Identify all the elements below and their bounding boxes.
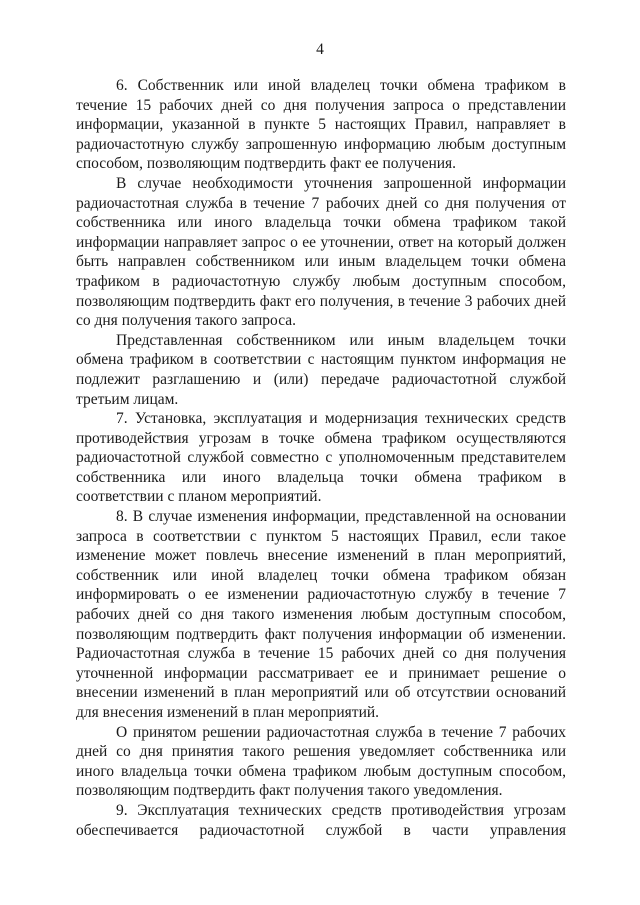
paragraph-8: 8. В случае изменения информации, представленной на основании запроса в соответствии с пунктом 5 настоящих Правил, если такое изменение может повлечь внесение изменений в план мероприятий, собственник или иной владелец точки обмена трафиком обязан информировать о ее изменении радиочастотную службу в течение 7 рабочих дней со дня такого изменения любым доступным способом, позволяющим подтвердить факт получения информации об изменении. Радиочастотная служба в течение 15 рабочих дней со дня получения уточненной информации рассматривает ее и принимает решение о внесении изменений в план мероприятий или об отсутствии оснований для внесения изменений в план мероприятий. (76, 508, 566, 721)
page-number: 4 (316, 41, 324, 58)
document-body (76, 76, 566, 840)
paragraph-7: 7. Установка, эксплуатация и модернизация технических средств противодействия угрозам в точке обмена трафиком осуществляются радиочастотной службой совместно с уполномоченным представителем собственника или иного владельца точки обмена трафиком в соответствии с планом мероприятий. (76, 410, 566, 506)
paragraph-8-decision: О принятом решении радиочастотная служба в течение 7 рабочих дней со дня принятия такого решения уведомляет собственника или иного владельца точки обмена трафиком любым доступным способом, позволяющим подтвердить факт получения такого уведомления. (76, 723, 566, 800)
paragraph-9: 9. Эксплуатация технических средств противодействия угрозам обеспечивается радиочастотной службой в части управления (76, 801, 566, 839)
paragraph-6-clarification: В случае необходимости уточнения запрошенной информации радиочастотная служба в течение 7 рабочих дней со дня получения от собственника или иного владельца точки обмена трафиком такой информации направляет запрос о ее уточнении, ответ на который должен быть направлен собственником или иным владельцем точки обмена трафиком в радиочастотную службу любым доступным способом, позволяющим подтвердить факт его получения, в течение 3 рабочих дней со дня получения такого запроса. (76, 174, 566, 330)
paragraph-6-confidentiality: Представленная собственником или иным владельцем точки обмена трафиком в соответствии с настоящим пунктом информация не подлежит разглашению и (или) передаче радиочастотной службой третьим лицам. (76, 331, 566, 408)
paragraph-6: 6. Собственник или иной владелец точки обмена трафиком в течение 15 рабочих дней со дня получения запроса о представлении информации, указанной в пункте 5 настоящих Правил, направляет в радиочастотную службу запрошенную информацию любым доступным способом, позволяющим подтвердить факт ее получения. (76, 77, 566, 173)
